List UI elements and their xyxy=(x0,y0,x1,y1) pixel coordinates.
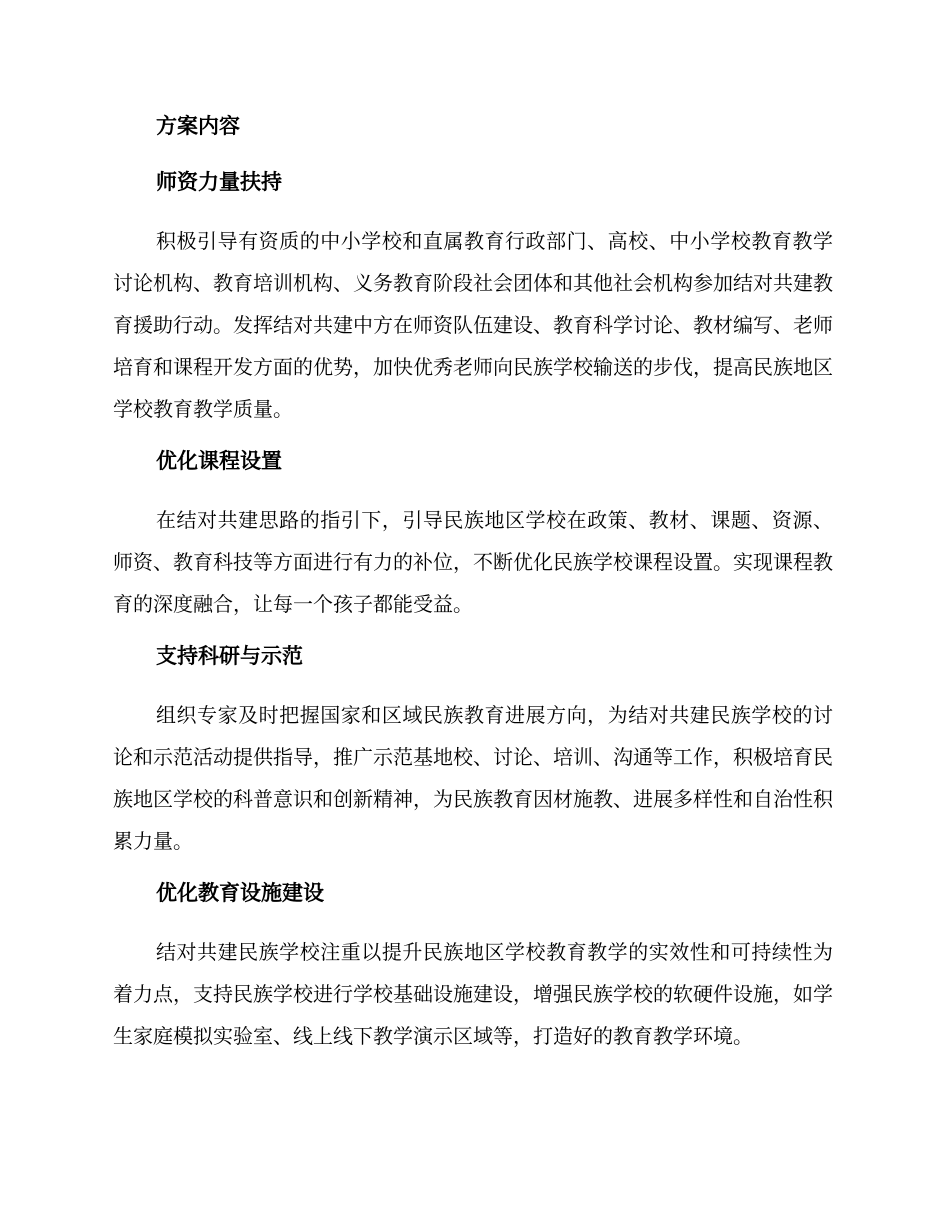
document-body xyxy=(113,108,833,1070)
section-heading-teacher-support: 师资力量扶持 xyxy=(156,170,282,194)
paragraph-teacher-support: 积极引导有资质的中小学校和直属教育行政部门、高校、中小学校教育教学讨论机构、教育培训机构、义务教育阶段社会团体和其他社会机构参加结对共建教育援助行动。发挥结对共建中方在师资队伍建设、教育科学讨论、教材编写、老师培育和课程开发方面的优势，加快优秀老师向民族学校输送的步伐，提高民族地区学校教育教学质量。 xyxy=(113,229,833,421)
section-heading-research: 支持科研与示范 xyxy=(156,644,303,668)
section-heading-plan-content: 方案内容 xyxy=(156,114,240,138)
paragraph-facilities: 结对共建民族学校注重以提升民族地区学校教育教学的实效性和可持续性为着力点，支持民族学校进行学校基础设施建设，增强民族学校的软硬件设施，如学生家庭模拟实验室、线上线下教学演示区域等，打造好的教育教学环境。 xyxy=(113,940,833,1048)
section-heading-facilities: 优化教育设施建设 xyxy=(156,881,324,905)
paragraph-curriculum: 在结对共建思路的指引下，引导民族地区学校在政策、教材、课题、资源、师资、教育科技等方面进行有力的补位，不断优化民族学校课程设置。实现课程教育的深度融合，让每一个孩子都能受益。 xyxy=(113,508,833,616)
paragraph-research: 组织专家及时把握国家和区域民族教育进展方向，为结对共建民族学校的讨论和示范活动提供指导，推广示范基地校、讨论、培训、沟通等工作，积极培育民族地区学校的科普意识和创新精神，为民族教育因材施教、进展多样性和自治性积累力量。 xyxy=(113,703,833,853)
section-heading-curriculum: 优化课程设置 xyxy=(156,449,282,473)
